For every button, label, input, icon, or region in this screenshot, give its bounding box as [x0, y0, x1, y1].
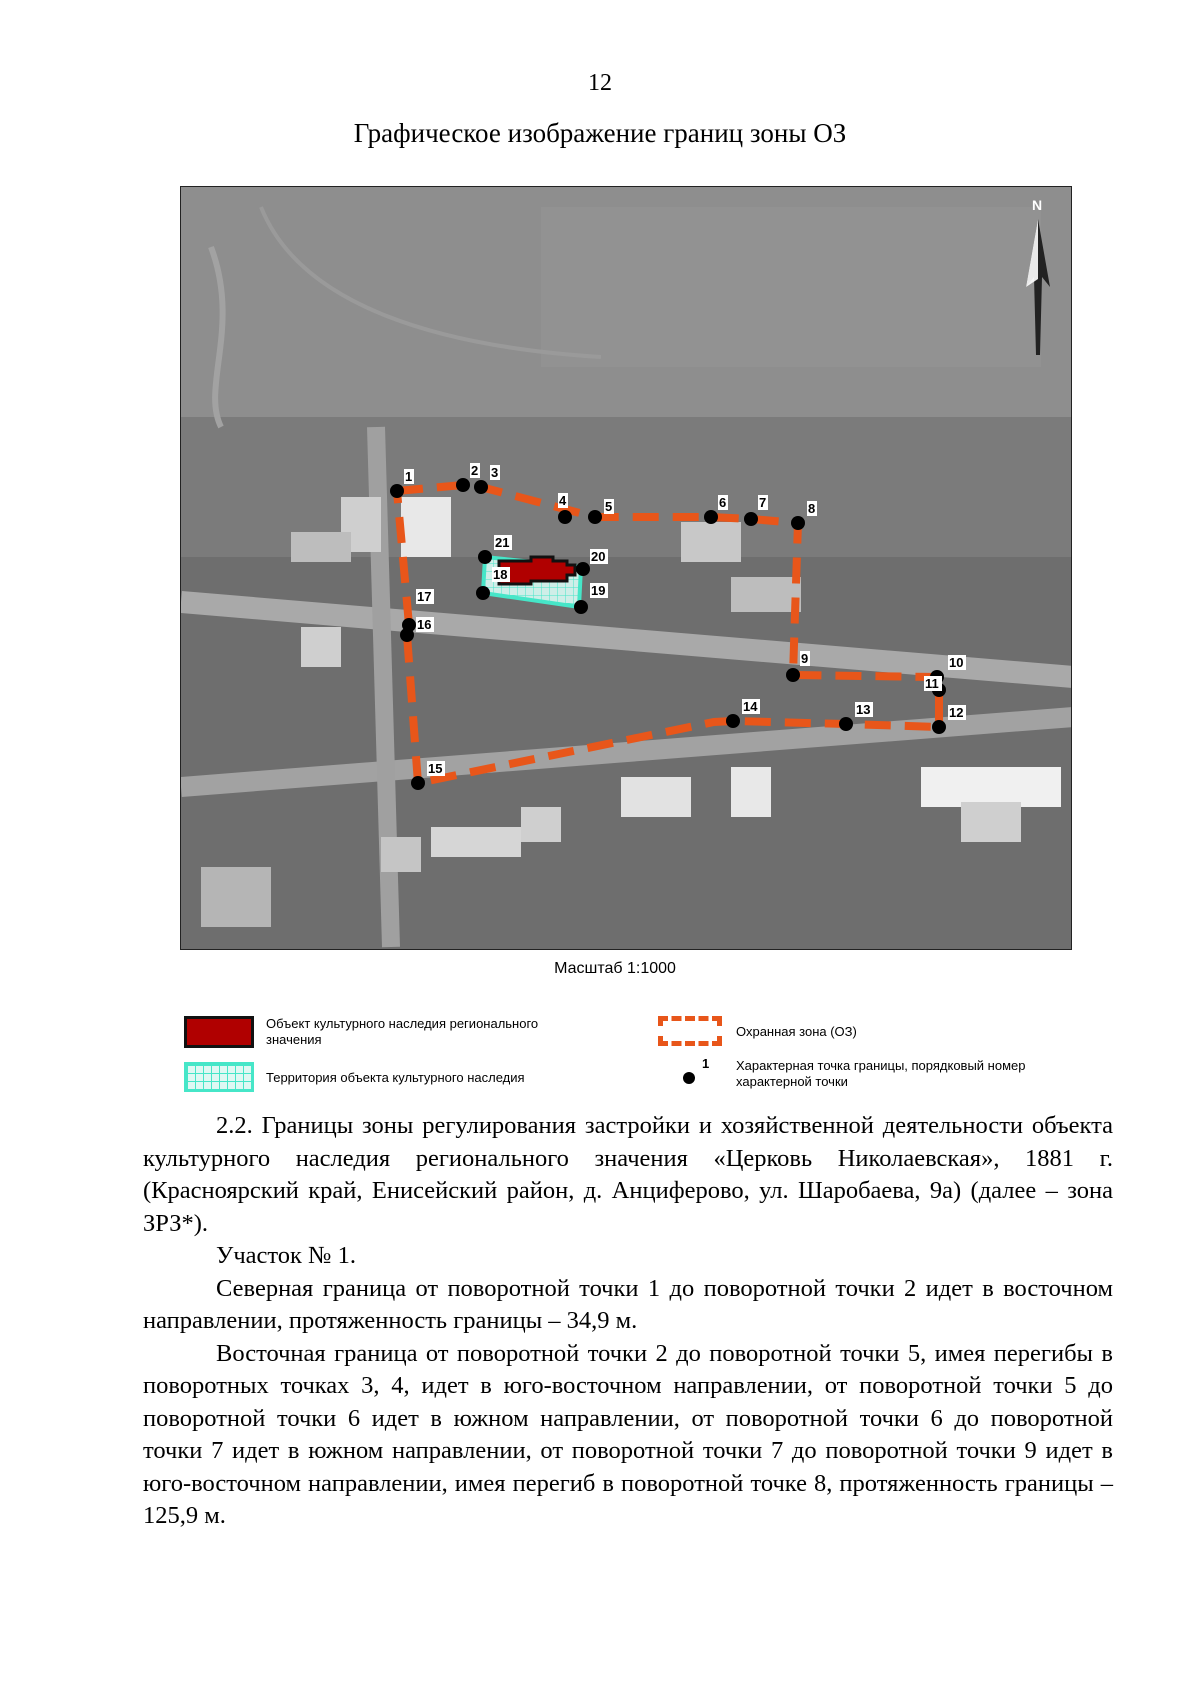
body-text [143, 1110, 1113, 1533]
paragraph: Северная граница от поворотной точки 1 до поворотной точки 2 идет в восточном направлении, протяженность границы – 34,9 м. [143, 1274, 1113, 1334]
boundary-point-label: 18 [493, 567, 508, 582]
building [621, 777, 691, 817]
paragraph: Участок № 1. [216, 1242, 356, 1269]
boundary-point-20 [576, 562, 590, 576]
boundary-point-15 [411, 776, 425, 790]
building [961, 802, 1021, 842]
boundary-point-21 [478, 550, 492, 564]
legend-point-label: Характерная точка границы, порядковый номер характерной точки [736, 1058, 1026, 1089]
boundary-point-18 [476, 586, 490, 600]
boundary-point-label: 3 [491, 465, 499, 480]
boundary-point-19 [574, 600, 588, 614]
heritage-object [499, 557, 575, 584]
scale-label: Масштаб 1:1000 [554, 960, 676, 977]
boundary-point-label: 10 [949, 655, 964, 670]
paragraph: Восточная граница от поворотной точки 2 до поворотной точки 5, имея перегибы в поворотных точках 3, 4, идет в юго-восточном направлении, от поворотной точки 5 до поворотной точки 6 идет в южном направлении, от поворотной точки 6 до поворотной точки 7 идет в южном направлении, от поворотной точки 7 до поворотной точки 9 идет в юго-восточном направлении, имея перегиб в поворотной точке 8, протяженность границы – 125,9 м. [143, 1339, 1113, 1529]
building [921, 767, 1061, 807]
boundary-point-label: 17 [417, 589, 432, 604]
boundary-point-12 [932, 720, 946, 734]
building [731, 767, 771, 817]
boundary-point-label: 16 [417, 617, 432, 632]
building [431, 827, 521, 857]
satellite-map [180, 186, 1072, 950]
map-legend [180, 1010, 1100, 1090]
boundary-point-3 [474, 480, 488, 494]
building [681, 522, 741, 562]
boundary-point-14 [726, 714, 740, 728]
legend-point-icon [683, 1072, 695, 1084]
building [381, 837, 421, 872]
legend-territory-label: Территория объекта культурного наследия [266, 1070, 525, 1085]
boundary-point-label: 21 [495, 535, 510, 550]
building [521, 807, 561, 842]
boundary-point-label: 8 [808, 501, 816, 516]
boundary-point-1 [390, 484, 404, 498]
boundary-point-label: 19 [591, 583, 606, 598]
legend-territory-swatch [184, 1062, 254, 1092]
boundary-point-13 [839, 717, 853, 731]
terrain-field-north-light [541, 207, 1041, 367]
building [201, 867, 271, 927]
legend-object-swatch [184, 1016, 254, 1048]
legend-zone-label: Охранная зона (ОЗ) [736, 1024, 857, 1039]
boundary-point-9 [786, 668, 800, 682]
map-title: Графическое изображение границ зоны ОЗ [353, 118, 847, 148]
boundary-point-label: 6 [719, 495, 727, 510]
boundary-point-17 [402, 618, 416, 632]
paragraph: 2.2. Границы зоны регулирования застройки и хозяйственной деятельности объекта культурного наследия регионального значения «Церковь Николаевская», 1881 г. (Красноярский край, Енисейский район, д. Анциферово, ул. Шаробаева, 9а) (далее – зона ЗРЗ*). [143, 1112, 1113, 1237]
boundary-point-8 [791, 516, 805, 530]
boundary-point-7 [744, 512, 758, 526]
boundary-point-5 [588, 510, 602, 524]
boundary-point-label: 13 [856, 702, 871, 717]
north-label: N [1032, 197, 1043, 213]
boundary-point-label: 20 [591, 549, 606, 564]
boundary-point-label: 9 [801, 651, 809, 666]
boundary-point-label: 11 [925, 676, 939, 691]
boundary-point-4 [558, 510, 572, 524]
building [291, 532, 351, 562]
building [731, 577, 801, 612]
boundary-point-label: 5 [605, 499, 613, 514]
boundary-point-label: 14 [743, 699, 758, 714]
boundary-point-2 [456, 478, 470, 492]
boundary-point-label: 7 [759, 495, 767, 510]
legend-object-label: Объект культурного наследия регионального значения [266, 1016, 539, 1047]
boundary-point-label: 4 [559, 493, 567, 508]
building [301, 627, 341, 667]
boundary-point-6 [704, 510, 718, 524]
boundary-point-label: 1 [405, 469, 413, 484]
building [401, 497, 451, 557]
boundary-point-label: 15 [428, 761, 443, 776]
boundary-point-label: 12 [949, 705, 964, 720]
boundary-point-label: 2 [471, 463, 479, 478]
page-number: 12 [588, 70, 612, 96]
legend-point-number: 1 [702, 1056, 710, 1071]
legend-zone-swatch [658, 1016, 722, 1046]
